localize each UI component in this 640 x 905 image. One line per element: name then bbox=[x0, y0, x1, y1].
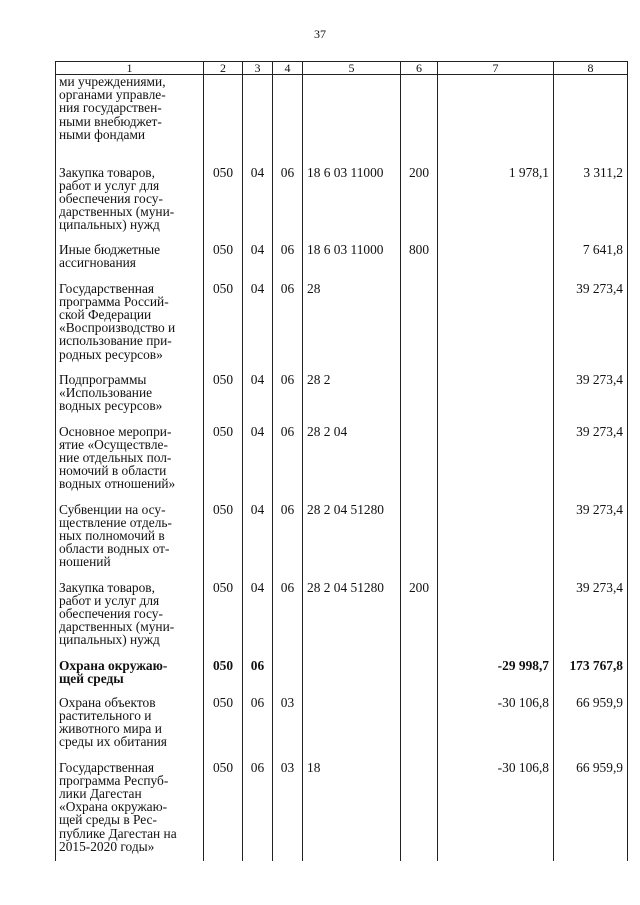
row-c5-cell bbox=[303, 659, 401, 696]
row-c2-cell: 050 bbox=[204, 373, 243, 425]
column-header: 5 bbox=[303, 62, 401, 75]
budget-table bbox=[55, 61, 628, 861]
row-c7-cell bbox=[438, 243, 554, 282]
row-c7-cell bbox=[438, 282, 554, 373]
row-c2-cell: 050 bbox=[204, 659, 243, 696]
row-name-line: работ и услуг для bbox=[59, 592, 160, 608]
table-row bbox=[56, 75, 628, 166]
row-name-line: дарственных (муни- bbox=[59, 204, 175, 220]
row-name-line: «Воспроизводство и bbox=[59, 320, 176, 336]
table-row bbox=[56, 425, 628, 503]
row-name-line: Закупка товаров, bbox=[59, 164, 155, 180]
table-row bbox=[56, 373, 628, 425]
row-name-line: «Охрана окружаю- bbox=[59, 799, 168, 815]
table-body bbox=[56, 75, 628, 861]
row-name-line: Основное меропри- bbox=[59, 423, 172, 439]
row-name-cell bbox=[56, 75, 204, 166]
row-name-cell bbox=[56, 696, 204, 761]
row-name-line: ния государствен- bbox=[59, 100, 162, 116]
row-c5-cell: 28 2 04 51280 bbox=[303, 503, 401, 581]
row-name-line: водных отношений» bbox=[59, 476, 176, 492]
row-c3-cell: 06 bbox=[243, 696, 273, 761]
row-c5-cell: 18 6 03 11000 bbox=[303, 243, 401, 282]
row-c6-cell bbox=[401, 503, 438, 581]
row-c8-cell: 3 311,2 bbox=[554, 166, 628, 243]
row-name-line: дарственных (муни- bbox=[59, 619, 175, 635]
table-row bbox=[56, 761, 628, 861]
row-c3-cell: 04 bbox=[243, 373, 273, 425]
row-c8-cell: 66 959,9 bbox=[554, 696, 628, 761]
row-name-line: Государственная bbox=[59, 759, 155, 775]
row-name-line: родных ресурсов» bbox=[59, 346, 163, 362]
row-c8-cell: 66 959,9 bbox=[554, 761, 628, 861]
row-name-line: обеспечения госу- bbox=[59, 190, 163, 206]
table-row bbox=[56, 166, 628, 243]
row-name-line: Субвенции на осу- bbox=[59, 501, 166, 517]
row-c7-cell bbox=[438, 581, 554, 659]
row-c3-cell: 04 bbox=[243, 243, 273, 282]
row-c7-cell bbox=[438, 425, 554, 503]
row-c6-cell: 200 bbox=[401, 581, 438, 659]
row-c2-cell: 050 bbox=[204, 243, 243, 282]
page-number: 37 bbox=[314, 27, 326, 41]
row-c2-cell: 050 bbox=[204, 503, 243, 581]
table-row bbox=[56, 581, 628, 659]
row-c2-cell: 050 bbox=[204, 282, 243, 373]
row-c2-cell: 050 bbox=[204, 425, 243, 503]
row-name-line: лики Дагестан bbox=[59, 785, 142, 801]
row-name-line: ными фондами bbox=[59, 126, 146, 142]
row-c4-cell bbox=[273, 75, 303, 166]
column-header: 1 bbox=[56, 62, 204, 75]
row-c3-cell: 06 bbox=[243, 761, 273, 861]
row-c7-cell: -29 998,7 bbox=[438, 659, 554, 696]
row-name-cell bbox=[56, 243, 204, 282]
row-c4-cell: 06 bbox=[273, 243, 303, 282]
row-c2-cell: 050 bbox=[204, 581, 243, 659]
row-c5-cell: 28 2 04 bbox=[303, 425, 401, 503]
column-header-row bbox=[56, 62, 628, 75]
row-c7-cell bbox=[438, 373, 554, 425]
row-c4-cell: 06 bbox=[273, 581, 303, 659]
row-c6-cell: 800 bbox=[401, 243, 438, 282]
row-c2-cell: 050 bbox=[204, 696, 243, 761]
row-c6-cell bbox=[401, 75, 438, 166]
row-c4-cell: 03 bbox=[273, 761, 303, 861]
row-c4-cell: 06 bbox=[273, 425, 303, 503]
row-c8-cell: 39 273,4 bbox=[554, 373, 628, 425]
row-name-line: ных полномочий в bbox=[59, 527, 165, 543]
row-c8-cell: 39 273,4 bbox=[554, 581, 628, 659]
row-c4-cell: 03 bbox=[273, 696, 303, 761]
row-name-line: публике Дагестан на bbox=[59, 825, 177, 841]
row-c8-cell bbox=[554, 75, 628, 166]
row-name-cell bbox=[56, 373, 204, 425]
column-header: 7 bbox=[438, 62, 554, 75]
row-name-line: растительного и bbox=[59, 707, 152, 723]
row-name-line: щей среды в Рес- bbox=[59, 812, 157, 828]
row-name-line: ношений bbox=[59, 554, 111, 570]
row-c5-cell: 28 bbox=[303, 282, 401, 373]
row-name-line: ской Федерации bbox=[59, 306, 152, 322]
row-name-line: Государственная bbox=[59, 280, 155, 296]
row-name-line: среды их обитания bbox=[59, 734, 167, 750]
row-name-line: программа Россий- bbox=[59, 293, 169, 309]
row-name-line: водных ресурсов» bbox=[59, 397, 163, 413]
row-c5-cell: 28 2 bbox=[303, 373, 401, 425]
row-name-line: «Использование bbox=[59, 384, 153, 400]
row-name-line: животного мира и bbox=[59, 720, 162, 736]
row-name-line: ассигнования bbox=[59, 254, 136, 270]
row-c6-cell bbox=[401, 425, 438, 503]
column-header: 2 bbox=[204, 62, 243, 75]
row-name-line: программа Респуб- bbox=[59, 772, 169, 788]
row-c3-cell: 04 bbox=[243, 166, 273, 243]
row-name-line: 2015-2020 годы» bbox=[59, 838, 155, 854]
table-row bbox=[56, 696, 628, 761]
row-c5-cell bbox=[303, 696, 401, 761]
row-name-cell bbox=[56, 425, 204, 503]
row-name-line: Подпрограммы bbox=[59, 371, 147, 387]
row-name-line: ципальных) нужд bbox=[59, 217, 160, 233]
row-name-line: Закупка товаров, bbox=[59, 579, 155, 595]
row-c3-cell bbox=[243, 75, 273, 166]
row-c4-cell: 06 bbox=[273, 166, 303, 243]
row-c6-cell bbox=[401, 373, 438, 425]
row-name-line: органами управле- bbox=[59, 87, 166, 103]
row-name-line: ятие «Осуществле- bbox=[59, 436, 168, 452]
column-header: 4 bbox=[273, 62, 303, 75]
row-name-line: ципальных) нужд bbox=[59, 632, 160, 648]
row-c2-cell: 050 bbox=[204, 166, 243, 243]
table-row bbox=[56, 659, 628, 696]
row-c4-cell: 06 bbox=[273, 373, 303, 425]
row-c5-cell: 18 bbox=[303, 761, 401, 861]
row-c6-cell: 200 bbox=[401, 166, 438, 243]
row-name-line: обеспечения госу- bbox=[59, 605, 163, 621]
row-name-line: области водных от- bbox=[59, 541, 170, 557]
row-c5-cell: 28 2 04 51280 bbox=[303, 581, 401, 659]
row-c8-cell: 173 767,8 bbox=[554, 659, 628, 696]
row-name-cell bbox=[56, 166, 204, 243]
row-c4-cell: 06 bbox=[273, 282, 303, 373]
row-name-line: Охрана окружаю- bbox=[59, 657, 168, 673]
table-row bbox=[56, 282, 628, 373]
row-c8-cell: 39 273,4 bbox=[554, 282, 628, 373]
row-c7-cell: -30 106,8 bbox=[438, 761, 554, 861]
row-c3-cell: 04 bbox=[243, 425, 273, 503]
row-c3-cell: 04 bbox=[243, 503, 273, 581]
row-c8-cell: 7 641,8 bbox=[554, 243, 628, 282]
row-c6-cell bbox=[401, 696, 438, 761]
row-name-line: номочий в области bbox=[59, 463, 167, 479]
row-name-line: ными внебюджет- bbox=[59, 113, 162, 129]
row-name-line: работ и услуг для bbox=[59, 177, 160, 193]
row-c6-cell bbox=[401, 659, 438, 696]
row-c5-cell: 18 6 03 11000 bbox=[303, 166, 401, 243]
row-c7-cell bbox=[438, 503, 554, 581]
row-name-line: Иные бюджетные bbox=[59, 241, 161, 257]
row-c8-cell: 39 273,4 bbox=[554, 425, 628, 503]
row-name-cell bbox=[56, 659, 204, 696]
row-name-line: ние отдельных пол- bbox=[59, 449, 172, 465]
row-c2-cell: 050 bbox=[204, 761, 243, 861]
row-name-line: ществление отдель- bbox=[59, 514, 172, 530]
row-c5-cell bbox=[303, 75, 401, 166]
row-c6-cell bbox=[401, 761, 438, 861]
row-name-cell bbox=[56, 581, 204, 659]
row-name-line: Охрана объектов bbox=[59, 694, 156, 710]
table-row bbox=[56, 503, 628, 581]
row-c3-cell: 04 bbox=[243, 282, 273, 373]
row-c7-cell bbox=[438, 75, 554, 166]
row-c6-cell bbox=[401, 282, 438, 373]
row-c8-cell: 39 273,4 bbox=[554, 503, 628, 581]
table-row bbox=[56, 243, 628, 282]
row-c2-cell bbox=[204, 75, 243, 166]
row-name-line: ми учреждениями, bbox=[59, 74, 166, 89]
row-c3-cell: 06 bbox=[243, 659, 273, 696]
row-c4-cell: 06 bbox=[273, 503, 303, 581]
row-name-line: щей среды bbox=[59, 670, 124, 686]
column-header: 8 bbox=[554, 62, 628, 75]
row-c4-cell bbox=[273, 659, 303, 696]
row-name-cell bbox=[56, 761, 204, 861]
row-name-line: использование при- bbox=[59, 333, 172, 349]
row-name-cell bbox=[56, 503, 204, 581]
column-header: 3 bbox=[243, 62, 273, 75]
row-c3-cell: 04 bbox=[243, 581, 273, 659]
row-c7-cell: -30 106,8 bbox=[438, 696, 554, 761]
column-header: 6 bbox=[401, 62, 438, 75]
row-name-cell bbox=[56, 282, 204, 373]
row-c7-cell: 1 978,1 bbox=[438, 166, 554, 243]
